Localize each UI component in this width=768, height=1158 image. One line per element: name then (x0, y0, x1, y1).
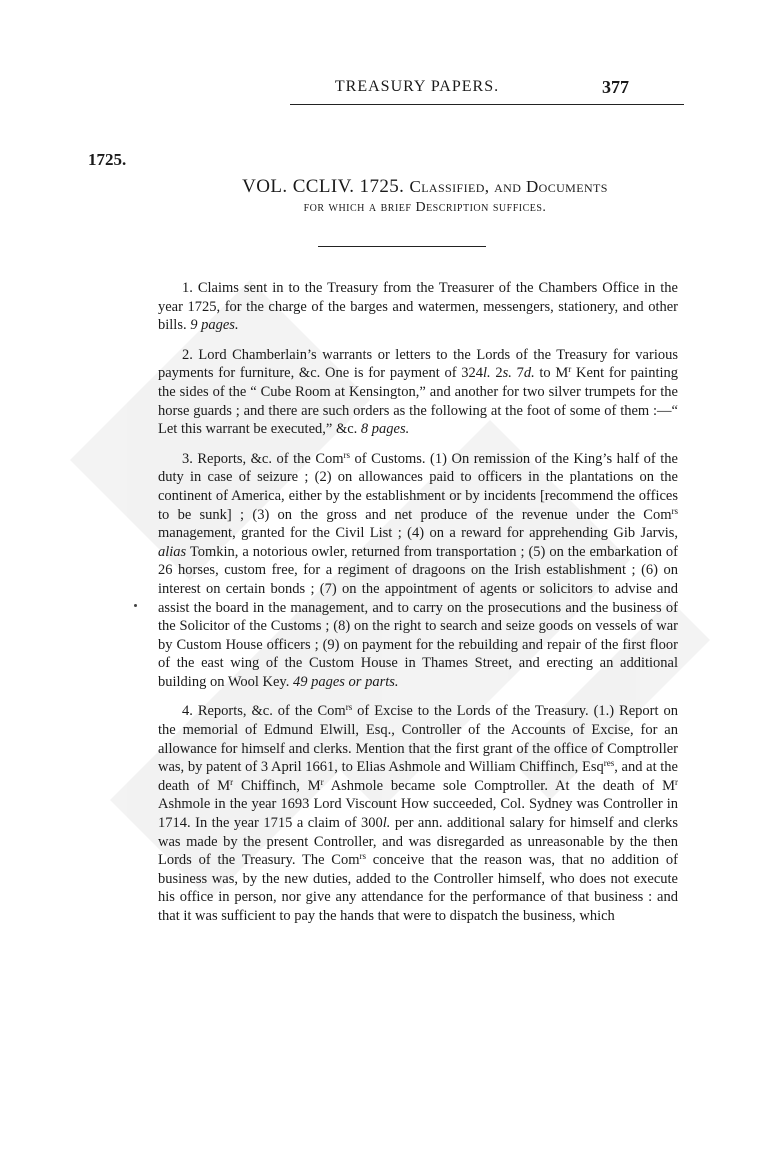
volume-number: VOL. CCLIV. 1725. (242, 176, 405, 197)
entry-4-text-f: Ashmole in the year 1693 Lord Viscount How succeeded, Col. Sydney was Controller in 1714. In the year 1715 a claim of 300 (158, 796, 678, 832)
entry-3-text-d: Tomkin, a notorious owler, returned from transportation ; (5) on the embarkation of 26 horses, custom free, for a regiment of dragoons on the Irish establishment ; (6) on interest on certain bonds ; (7) on the appointment of agents or solicitors to advise and assist the board in the management, and to carry on the prosecutions and the business of the Solicitor of the Customs ; (8) on the right to search and seize goods on vessels of war by Custom House officers ; (9) on payment for the rebuilding and repair of the first floor of the east wing of the Custom House in Thames Street, and erecting an additional building on Wool Key. (158, 543, 678, 690)
entry-3-text-a: 3. Reports, &c. of the Com (182, 450, 344, 467)
entry-3-alias: alias (158, 543, 187, 560)
volume-classification-b: for which a brief Description suffices. (303, 200, 547, 215)
entry-1 (158, 279, 678, 335)
entry-2-pence-sign: d. (523, 365, 535, 382)
entry-2-shilling-sign: s. (502, 365, 512, 382)
entry-4-superscript-e: r (675, 776, 679, 787)
page-number: 377 (602, 77, 629, 97)
entry-4-text-g: per ann. additional salary for himself and clerks was made by the present Controller, and was disregarded as unreasonable by the then Lords of the Treasury. The Com (158, 815, 679, 869)
entry-2-text-b: to M (534, 365, 569, 382)
entry-3-superscript-a: rs (343, 449, 351, 460)
entry-2-text-c: Kent for painting the sides of the “ Cube Room at Kensington,” and another for two silver trumpets for the horse guards ; and there are such orders as the following at the foot of some of them :—“ Let this warrant be executed,” &c. (158, 365, 678, 438)
entry-3-text-b: of Customs. (1) On remission of the King’s half of the duty in case of seizure ; (2) on allowances paid to officers in the plantations on the continent of America, either by the establishment or by incidents [recommend the offices to be sunk] ; (3) on the gross and net produce of the revenue under the Com (158, 450, 678, 523)
entry-4-superscript-g: rs (359, 851, 367, 862)
entry-4-superscript-a: rs (345, 702, 353, 713)
entry-2-text-a: 2. Lord Chamberlain’s warrants or letters to the Lords of the Treasury for various payments for furniture, &c. One is for payment of 324 (158, 346, 678, 382)
entry-4-superscript-d: r (320, 776, 324, 787)
entry-3 (158, 450, 678, 692)
margin-year: 1725. (88, 150, 127, 169)
header-rule (290, 104, 684, 105)
entry-3-text-c: management, granted for the Civil List ; (4) on a reward for apprehending Gib Jarvis, (158, 525, 678, 542)
entry-3-pages: 49 pages or parts. (292, 673, 399, 690)
entry-4-text-h: conceive that the reason was, that no addition of business was, by the new duties, added to the Controller himself, who does not execute his office in person, nor give any attendance for the performance of that business : and that it was sufficient to pay the hands that were to dispatch the business, which (158, 852, 678, 924)
entry-1-pages: 9 pages. (190, 317, 239, 334)
volume-heading-line-1 (150, 176, 700, 197)
entry-2-superscript: r (568, 364, 572, 375)
entry-2-pound-sign: l. (482, 365, 491, 382)
entry-4-text-e: Ashmole became sole Comptroller. At the death of M (323, 777, 676, 794)
running-head-title: TREASURY PAPERS. (334, 78, 500, 95)
entry-4 (158, 702, 678, 925)
entry-3-superscript-b: rs (671, 505, 678, 516)
volume-classification-a: Classified, and Documents (409, 177, 608, 196)
entry-2-shillings: 2 (490, 365, 503, 382)
entry-1-text: 1. Claims sent in to the Treasury from the Treasurer of the Chambers Office in the year 1725, for the charge of the barges and watermen, messengers, stationery, and other bills. (158, 280, 678, 334)
entry-2-pence: 7 (511, 365, 524, 382)
volume-heading (150, 176, 700, 218)
entry-4-pound-sign: l. (382, 815, 391, 832)
entry-4-text-b: of Excise to the Lords of the Treasury. (1.) Report on the memorial of Edmund Elwill, Esq., Controller of the Accounts of Excise, for an allowance for himself and clerks. Mention that the first grant of the office of Comptroller was, by patent of 3 April 1661, to Elias Ashmole and William Chiffinch, Esq (158, 703, 678, 776)
entry-4-text-d: Chiffinch, M (233, 777, 321, 794)
entry-4-superscript-b: res (603, 758, 615, 769)
section-rule (318, 246, 486, 247)
entry-4-text-a: 4. Reports, &c. of the Com (182, 703, 346, 720)
margin-mark (134, 604, 137, 607)
entry-2-pages: 8 pages. (360, 421, 410, 438)
entry-4-superscript-c: r (230, 776, 234, 787)
entry-list (158, 279, 678, 937)
entry-4-text-c: , and at the death of M (158, 759, 678, 794)
entry-2 (158, 346, 678, 439)
